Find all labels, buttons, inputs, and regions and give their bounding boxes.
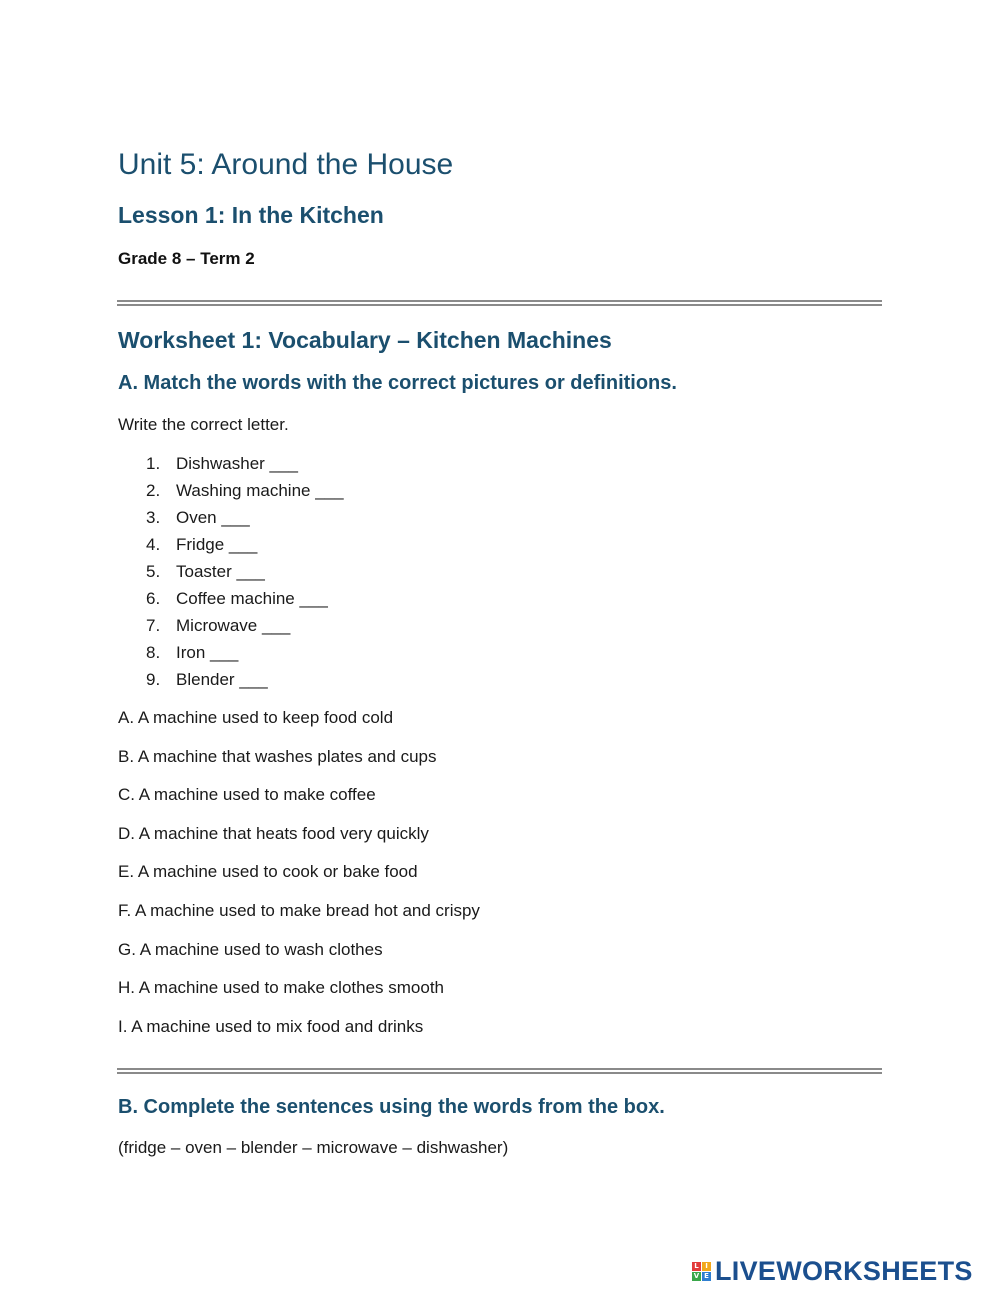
word-box: (fridge – oven – blender – microwave – dishwasher): [118, 1138, 509, 1157]
list-item: 7. Microwave ___: [146, 616, 291, 635]
definition-item: C. A machine used to make coffee: [118, 785, 376, 805]
list-item: 9. Blender ___: [146, 670, 268, 689]
worksheet-title: Worksheet 1: Vocabulary – Kitchen Machines: [118, 327, 612, 353]
lesson-title: Lesson 1: In the Kitchen: [118, 202, 384, 228]
definitions-list: [118, 707, 480, 1054]
list-item: 4. Fridge ___: [146, 535, 258, 554]
divider-bottom: [117, 1068, 882, 1074]
definition-item: I. A machine used to mix food and drinks: [118, 1016, 424, 1036]
section-a-instruction: Write the correct letter.: [118, 415, 289, 434]
list-item: 2. Washing machine ___: [146, 481, 344, 500]
definition-item: D. A machine that heats food very quickly: [118, 823, 429, 843]
definition-item: E. A machine used to cook or bake food: [118, 862, 418, 882]
vocabulary-list: [146, 453, 344, 696]
list-item: 6. Coffee machine ___: [146, 589, 328, 608]
definition-item: G. A machine used to wash clothes: [118, 939, 383, 959]
list-item: 3. Oven ___: [146, 508, 250, 527]
definition-item: B. A machine that washes plates and cups: [118, 746, 437, 766]
grade-term: Grade 8 – Term 2: [118, 249, 255, 268]
unit-title: Unit 5: Around the House: [118, 148, 454, 181]
definition-item: H. A machine used to make clothes smooth: [118, 978, 445, 998]
liveworksheets-logo[interactable]: [692, 1256, 973, 1287]
divider-top: [117, 300, 882, 306]
list-item: 5. Toaster ___: [146, 562, 265, 581]
list-item: 8. Iron ___: [146, 643, 239, 662]
logo-text: LIVEWORKSHEETS: [715, 1256, 973, 1286]
definition-item: F. A machine used to make bread hot and crispy: [118, 900, 480, 920]
list-item: 1. Dishwasher ___: [146, 454, 298, 473]
section-b-title: B. Complete the sentences using the words from the box.: [118, 1096, 665, 1118]
section-a-title: A. Match the words with the correct pictures or definitions.: [118, 372, 677, 394]
liveworksheets-logo-icon: L I V E: [692, 1262, 711, 1281]
definition-item: A. A machine used to keep food cold: [118, 708, 394, 727]
